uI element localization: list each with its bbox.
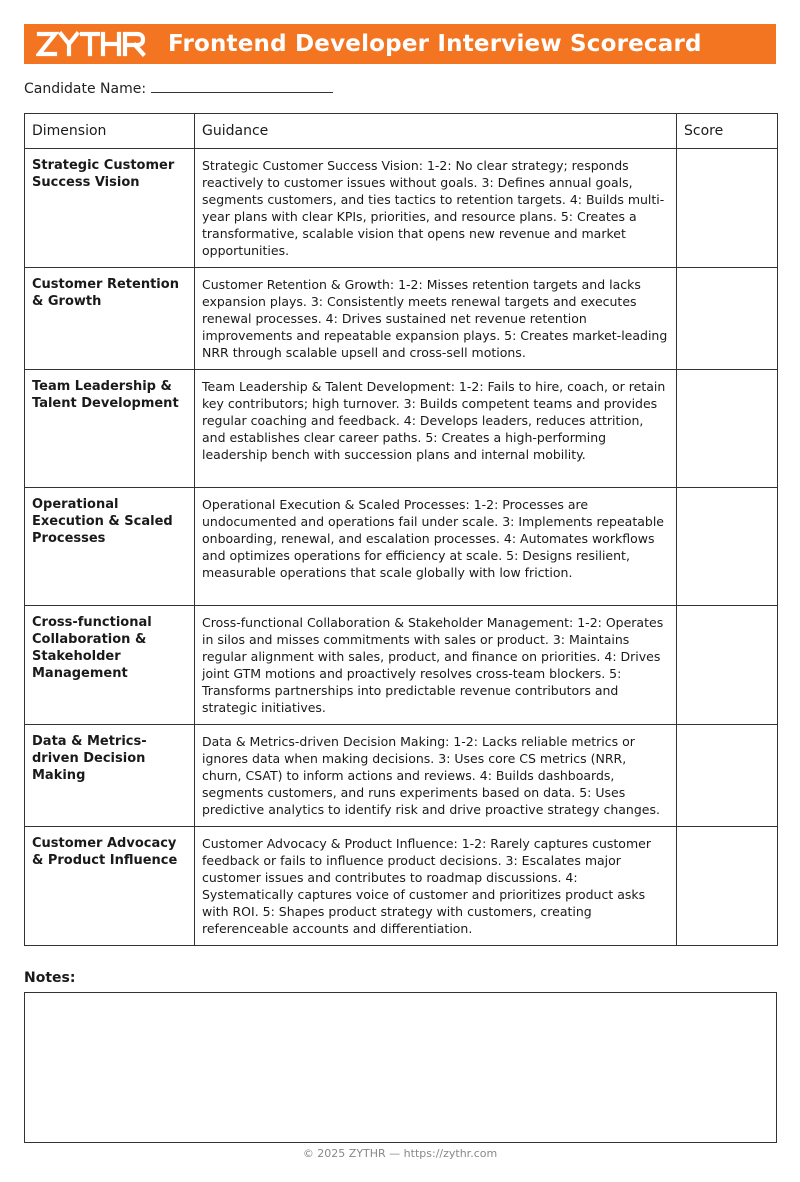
notes-box[interactable] <box>24 992 777 1143</box>
table-row <box>25 370 778 488</box>
guidance-cell: Customer Retention & Growth: 1-2: Misses retention targets and lacks expansion plays. 3: Consistently meets renewal targets and executes renewal processes. 4: Drives sustained net revenue retention improvements and repeatable expansion plays. 5: Creates market-leading NRR through scalable upsell and cross-sell motions. <box>195 268 677 370</box>
guidance-cell: Operational Execution & Scaled Processes: 1-2: Processes are undocumented and operations fail under scale. 3: Implements repeatable onboarding, renewal, and escalation processes. 4: Automates workflows and optimizes operations for efficiency at scale. 5: Designs resilient, measurable operations that scale globally with low friction. <box>195 488 677 606</box>
dimension-cell: Data & Metrics-driven Decision Making <box>25 725 195 827</box>
dimension-cell: Customer Retention & Growth <box>25 268 195 370</box>
guidance-cell: Strategic Customer Success Vision: 1-2: No clear strategy; responds reactively to customer issues without goals. 3: Defines annual goals, segments customers, and ties tactics to retention targets. 4: Builds multi-year plans with clear KPIs, priorities, and resource plans. 5: Creates a transformative, scalable vision that opens new revenue and market opportunities. <box>195 149 677 268</box>
header-dimension: Dimension <box>25 114 195 149</box>
score-cell[interactable] <box>677 827 778 946</box>
notes-label: Notes: <box>24 970 76 986</box>
candidate-name-label: Candidate Name: <box>24 81 147 97</box>
score-cell[interactable] <box>677 606 778 725</box>
table-header-row <box>25 114 778 149</box>
footer-text: © 2025 ZYTHR — https://zythr.com <box>302 1147 498 1160</box>
dimension-cell: Strategic Customer Success Vision <box>25 149 195 268</box>
table-row <box>25 149 778 268</box>
score-cell[interactable] <box>677 370 778 488</box>
table-row <box>25 268 778 370</box>
table-row <box>25 606 778 725</box>
score-cell[interactable] <box>677 149 778 268</box>
header-score: Score <box>677 114 778 149</box>
guidance-cell: Team Leadership & Talent Development: 1-2: Fails to hire, coach, or retain key contributors; high turnover. 3: Builds competent teams and provides regular coaching and feedback. 4: Develops leaders, reduces attrition, and establishes clear career paths. 5: Creates a high-performing leadership bench with succession plans and internal mobility. <box>195 370 677 488</box>
table-row <box>25 488 778 606</box>
guidance-cell: Data & Metrics-driven Decision Making: 1-2: Lacks reliable metrics or ignores data when making decisions. 3: Uses core CS metrics (NRR, churn, CSAT) to inform actions and reviews. 4: Builds dashboards, segments customers, and runs experiments based on data. 5: Uses predictive analytics to identify risk and drive proactive strategy changes. <box>195 725 677 827</box>
candidate-name-row <box>24 78 333 97</box>
zythr-logo <box>36 30 148 58</box>
dimension-cell: Customer Advocacy & Product Influence <box>25 827 195 946</box>
header-banner <box>24 24 776 64</box>
scorecard-table <box>24 113 778 946</box>
candidate-name-field[interactable] <box>151 78 333 93</box>
score-cell[interactable] <box>677 488 778 606</box>
guidance-cell: Customer Advocacy & Product Influence: 1-2: Rarely captures customer feedback or fails to influence product decisions. 3: Escalates major customer issues and contributes to roadmap discussions. 4: Systematically captures voice of customer and prioritizes product asks with ROI. 5: Shapes product strategy with customers, creating referenceable accounts and differentiation. <box>195 827 677 946</box>
table-row <box>25 827 778 946</box>
score-cell[interactable] <box>677 268 778 370</box>
dimension-cell: Cross-functional Collaboration & Stakeholder Management <box>25 606 195 725</box>
dimension-cell: Operational Execution & Scaled Processes <box>25 488 195 606</box>
guidance-cell: Cross-functional Collaboration & Stakeholder Management: 1-2: Operates in silos and misses commitments with sales or product. 3: Maintains regular alignment with sales, product, and finance on priorities. 4: Drives joint GTM motions and proactively resolves cross-team blockers. 5: Transforms partnerships into predictable revenue contributors and strategic initiatives. <box>195 606 677 725</box>
page-title: Frontend Developer Interview Scorecard <box>168 31 702 57</box>
dimension-cell: Team Leadership & Talent Development <box>25 370 195 488</box>
table-row <box>25 725 778 827</box>
header-guidance: Guidance <box>195 114 677 149</box>
score-cell[interactable] <box>677 725 778 827</box>
